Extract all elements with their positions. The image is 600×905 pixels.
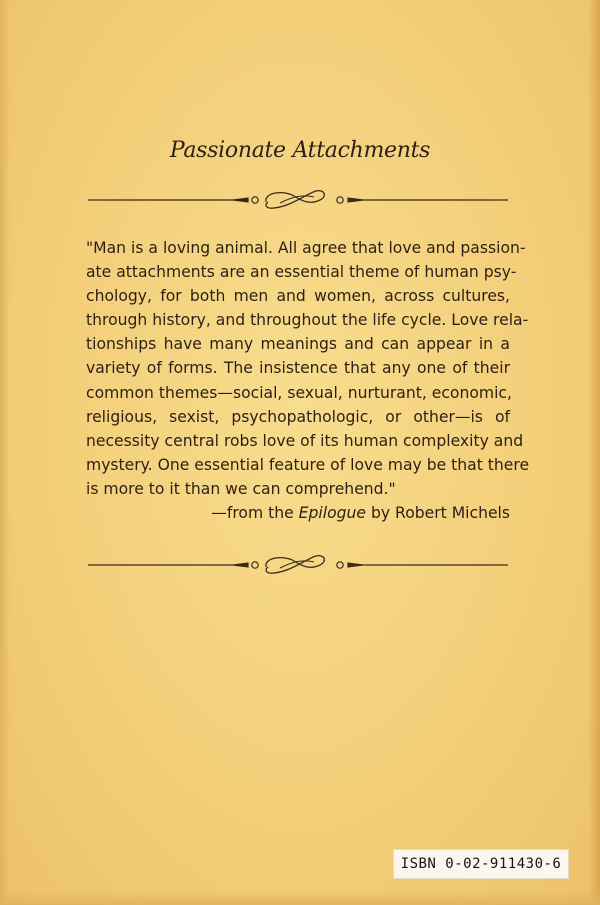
quote-line: is more to it than we can comprehend."	[86, 479, 396, 498]
book-quote	[86, 236, 530, 525]
page-edge-bottom	[0, 891, 600, 905]
attribution-work: Epilogue	[298, 504, 367, 523]
quote-line: necessity central robs love of its human complexity and	[86, 431, 524, 450]
quote-line: "Man is a loving animal. All agree that love and passion-	[86, 239, 526, 257]
isbn-sticker: ISBN 0-02-911430-6	[393, 849, 569, 879]
quote-line: variety of forms. The insistence that any one of their	[86, 359, 510, 378]
quote-line: mystery. One essential feature of love may be that there	[86, 455, 530, 474]
flourish-divider-bottom	[88, 553, 508, 577]
quote-line: tionships have many meanings and can appear in a	[86, 335, 510, 354]
attribution-author: by Robert Michels	[366, 504, 510, 523]
attribution-prefix: —from the	[211, 504, 299, 523]
quote-line: through history, and throughout the life cycle. Love rela-	[86, 311, 529, 330]
quote-line: religious, sexist, psychopathologic, or other—is of	[86, 407, 510, 426]
flourish-divider-top	[88, 188, 508, 212]
page-edge-right	[588, 0, 600, 905]
book-title: Passionate Attachments	[169, 138, 431, 163]
quote-line: common themes—social, sexual, nurturant, economic,	[86, 383, 512, 402]
quote-line: ate attachments are an essential theme of human psy-	[86, 263, 517, 282]
page-edge-left	[0, 0, 10, 905]
quote-attribution	[86, 501, 510, 525]
quote-line: chology, for both men and women, across cultures,	[86, 287, 510, 306]
